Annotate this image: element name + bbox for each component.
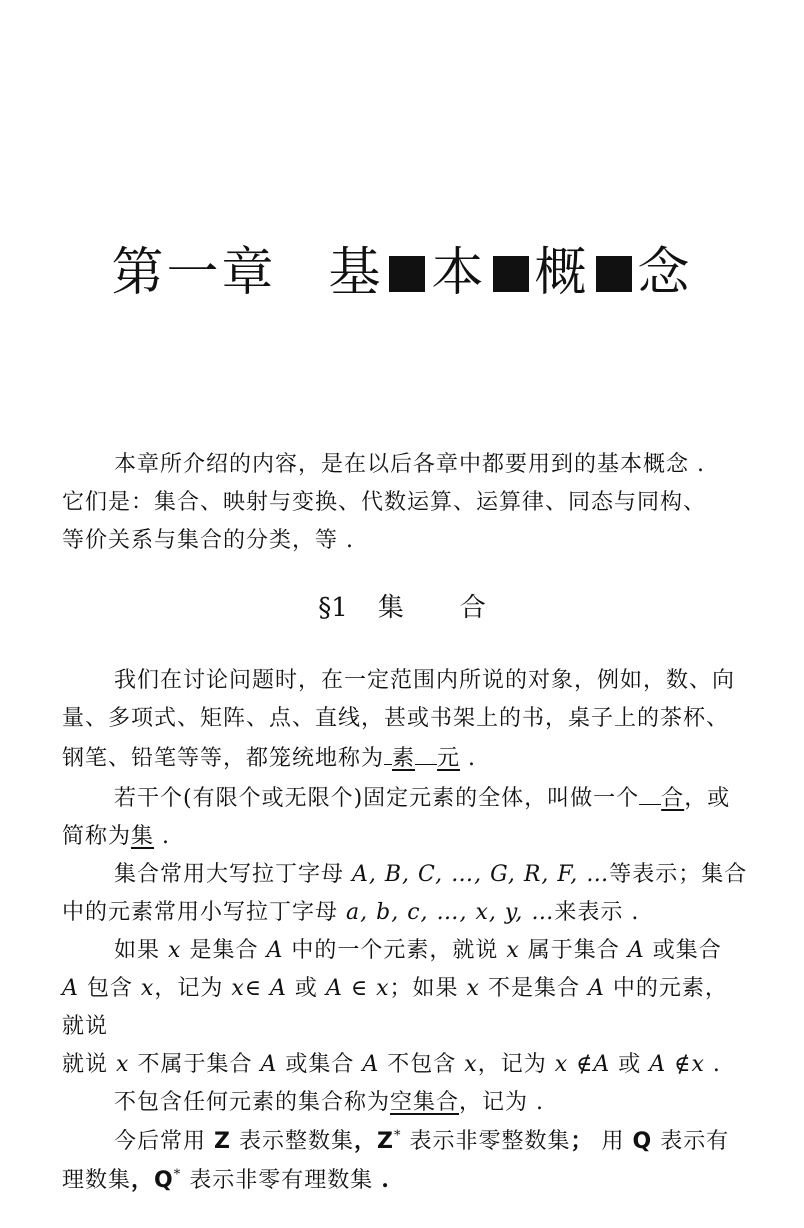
paragraph-text: 中的一个元素，就说 (291, 938, 499, 963)
paragraph-text: ，记为 . (459, 1090, 545, 1115)
paragraph-text: 不包含 (387, 1052, 457, 1077)
intro-line: 本章所介绍的内容，是在以后各章中都要用到的基本概念 . (114, 452, 705, 477)
section-heading (0, 588, 804, 628)
star-superscript: * (173, 1167, 182, 1183)
paragraph (62, 856, 750, 932)
paragraph-text: 不是集合 (487, 976, 580, 1001)
paragraph-text: ， (131, 1167, 155, 1193)
paragraph-text: 如果 (114, 938, 161, 963)
math-var: A (62, 976, 79, 1001)
paragraph-text: 今后常用 (114, 1129, 207, 1154)
math-var: A (260, 1052, 278, 1077)
math-formula: A ∉x (649, 1052, 705, 1077)
math-letters: A, B, C, …, G, R, F, … (352, 862, 610, 887)
math-formula: A ∈ x (325, 976, 390, 1001)
section-title-char: 集 (377, 593, 404, 623)
section-title-char: 合 (459, 593, 486, 623)
paragraph-text: ； (570, 1128, 594, 1154)
math-formula: x ∉A (554, 1052, 611, 1077)
paragraph-text: 包含 (86, 976, 133, 1001)
math-var: x (506, 938, 520, 963)
paragraph-text: 不属于集合 (137, 1052, 253, 1077)
paragraph-text: 或集合 (652, 938, 722, 963)
paragraph-text: 是集合 (189, 938, 259, 963)
square-separator (493, 256, 529, 292)
intro-line: 等价关系与集合的分类，等 . (62, 528, 354, 553)
paragraph-text: 等表示；集合中的元素常用小写拉丁字母 (62, 862, 748, 925)
paragraph-text: 或集合 (285, 1052, 355, 1077)
intro-line: 它们是：集合、映射与变换、代数运算、运算律、同态与同构、 (62, 490, 707, 515)
star-superscript: * (393, 1128, 402, 1144)
section-body (62, 662, 750, 1200)
paragraph-text: 表示非零有理数集 (189, 1168, 374, 1193)
paragraph (62, 778, 750, 856)
paragraph-text: 集合常用大写拉丁字母 (114, 862, 345, 887)
math-var: x (116, 1052, 130, 1077)
paragraph (62, 1084, 750, 1122)
math-set-symbol: Q (632, 1129, 653, 1154)
paragraph-text: 我们在讨论问题时，在一定范围内所说的对象，例如，数、向量、多项式、矩阵、点、直线，甚或书架上的书，桌子上的茶杯、钢笔、铅笔等等，都笼统地称为 (62, 668, 736, 771)
paragraph-text: 来表示 . (554, 900, 640, 925)
paragraph-text: 若干个(有限个或无限个)固定元素的全体，叫做一个 (114, 786, 640, 811)
paragraph-text: . (712, 1052, 721, 1077)
paragraph-text: . (468, 746, 477, 771)
term-element: 元 (437, 746, 461, 771)
math-var: A (627, 938, 645, 963)
section-number: §1 (318, 593, 348, 623)
chapter-title-char: 念 (637, 243, 693, 303)
math-formula: x∈ A (231, 976, 287, 1001)
paragraph-text: 表示有理数集 (62, 1129, 730, 1193)
math-var: x (168, 938, 182, 963)
paragraph (62, 662, 750, 778)
chapter-intro (62, 446, 750, 560)
paragraph-text: . (381, 1167, 390, 1193)
term-empty-set: 空集合 (390, 1090, 460, 1115)
math-set-symbol: Z (214, 1129, 231, 1154)
math-set-symbol: Z (377, 1129, 394, 1154)
math-var: x (464, 1052, 478, 1077)
math-var: x (466, 976, 480, 1001)
chapter-title-char: 概 (534, 243, 590, 303)
math-letters: a, b, c, …, x, y, … (346, 900, 555, 925)
paragraph-text: ，记为 (154, 976, 224, 1001)
square-separator (389, 256, 425, 292)
paragraph-text: ， (353, 1128, 377, 1154)
chapter-title-char: 基 (328, 243, 384, 303)
paragraph-text: 不包含任何元素的集合称为 (114, 1090, 391, 1115)
paragraph-text: 表示整数集 (238, 1129, 354, 1154)
paragraph-text: ；如果 (389, 976, 459, 1001)
chapter-title (0, 242, 804, 304)
math-var: A (266, 938, 284, 963)
paragraph-text: . (162, 824, 171, 849)
paragraph-text: ，记为 (477, 1052, 547, 1077)
paragraph-text: 或 (294, 976, 318, 1001)
paragraph-text: 用 (601, 1129, 625, 1154)
math-set-symbol: Q (154, 1168, 174, 1193)
math-var: A (587, 976, 605, 1001)
paragraph-text: 属于集合 (527, 938, 620, 963)
math-var: A (362, 1052, 380, 1077)
paragraph (62, 1122, 750, 1200)
term-element: 素 (392, 746, 416, 771)
paragraph-text: 或 (618, 1052, 642, 1077)
term-set: 合 (661, 786, 685, 811)
math-var: x (140, 976, 155, 1001)
square-separator (596, 256, 632, 292)
paragraph-text: ，或简称为 (62, 786, 731, 849)
chapter-number: 第一章 (111, 243, 277, 303)
paragraph (62, 932, 750, 1084)
paragraph-text: 就说 (62, 1052, 109, 1077)
chapter-title-char: 本 (431, 243, 487, 303)
paragraph-text: 表示非零整数集 (409, 1129, 571, 1154)
term-set-short: 集 (131, 824, 155, 849)
paragraph-text: 中的元素，就说 (62, 976, 728, 1039)
